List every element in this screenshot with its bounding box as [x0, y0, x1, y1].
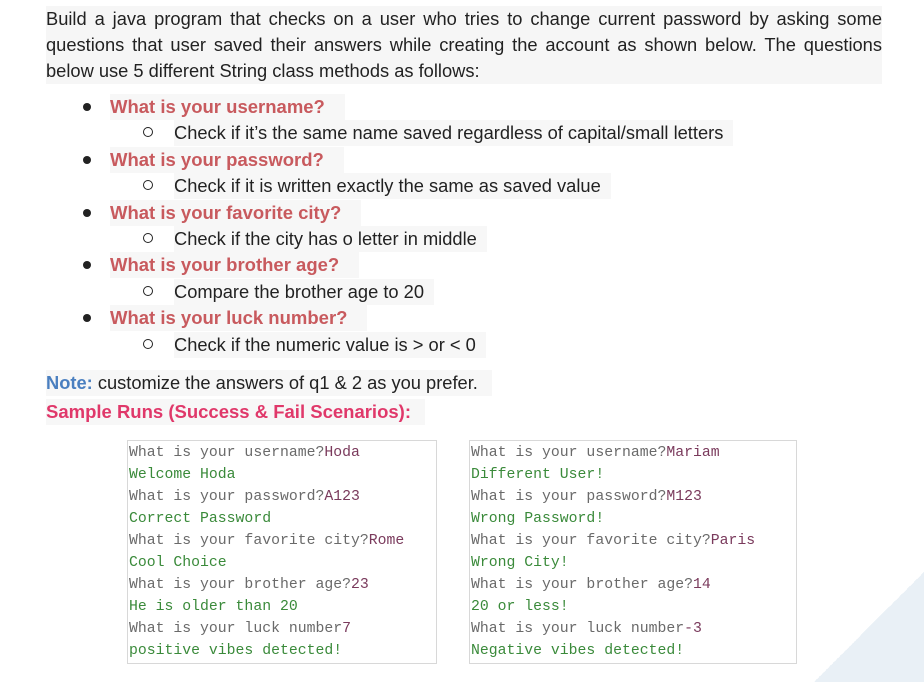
run-line [129, 574, 436, 596]
question-text: What is your password? [110, 147, 344, 173]
check-item [0, 332, 924, 358]
run-response: Correct Password [129, 511, 272, 527]
run-answer: Hoda [324, 445, 360, 461]
run-line [129, 640, 436, 662]
run-response: Wrong City! [471, 555, 569, 571]
run-prompt: What is your brother age? [471, 577, 693, 593]
question-item [0, 252, 924, 278]
run-line [471, 486, 796, 508]
check-text: Check if the numeric value is > or < 0 [174, 332, 486, 358]
check-text: Compare the brother age to 20 [174, 279, 434, 305]
run-answer: -3 [684, 621, 702, 637]
bullet-dot-icon [83, 261, 91, 269]
run-line [471, 552, 796, 574]
run-line [471, 530, 796, 552]
check-text: Check if it is written exactly the same as saved value [174, 173, 611, 199]
run-line [471, 640, 796, 662]
run-line [129, 464, 436, 486]
run-prompt: What is your luck number [129, 621, 343, 637]
run-line [471, 574, 796, 596]
run-answer: Mariam [666, 445, 720, 461]
run-answer: Paris [710, 533, 756, 549]
run-answer: M123 [666, 489, 702, 505]
run-answer: 14 [693, 577, 711, 593]
decorative-corner-shape [814, 572, 924, 682]
run-answer: A123 [324, 489, 360, 505]
run-answer: 7 [342, 621, 352, 637]
run-prompt: What is your brother age? [129, 577, 351, 593]
run-line [129, 552, 436, 574]
run-line [129, 596, 436, 618]
fail-run-box [469, 440, 797, 664]
run-prompt: What is your favorite city? [129, 533, 369, 549]
bullet-circle-icon [143, 339, 153, 349]
bullet-circle-icon [143, 180, 153, 190]
run-line [471, 618, 796, 640]
run-line [471, 442, 796, 464]
check-item [0, 120, 924, 146]
check-item [0, 279, 924, 305]
intro-paragraph: Build a java program that checks on a user who tries to change current password by asking some questions that user saved their answers while creating the account as shown below. The questions below use 5 different String class methods as follows: [46, 6, 882, 84]
run-response: Wrong Password! [471, 511, 605, 527]
run-line [471, 596, 796, 618]
success-run-box [127, 440, 437, 664]
note-text: customize the answers of q1 & 2 as you prefer. [97, 372, 478, 393]
run-prompt: What is your favorite city? [471, 533, 711, 549]
bullet-dot-icon [83, 314, 91, 322]
run-response: 20 or less! [471, 599, 569, 615]
run-prompt: What is your luck number [471, 621, 685, 637]
run-line [471, 464, 796, 486]
check-text: Check if the city has o letter in middle [174, 226, 487, 252]
bullet-circle-icon [143, 127, 153, 137]
question-text: What is your username? [110, 94, 345, 120]
run-line [129, 442, 436, 464]
sample-runs-title: Sample Runs (Success & Fail Scenarios): [46, 399, 425, 425]
run-line [129, 486, 436, 508]
run-prompt: What is your username? [129, 445, 325, 461]
bullet-dot-icon [83, 103, 91, 111]
run-prompt: What is your username? [471, 445, 667, 461]
run-prompt: What is your password? [129, 489, 325, 505]
run-line [129, 508, 436, 530]
run-line [129, 530, 436, 552]
check-item [0, 226, 924, 252]
run-response: Welcome Hoda [129, 467, 236, 483]
bullet-circle-icon [143, 233, 153, 243]
run-response: Cool Choice [129, 555, 227, 571]
question-item [0, 305, 924, 331]
run-response: positive vibes detected! [129, 643, 343, 659]
run-prompt: What is your password? [471, 489, 667, 505]
run-line [471, 508, 796, 530]
note [46, 370, 492, 396]
question-list [0, 94, 924, 358]
run-response: Different User! [471, 467, 605, 483]
run-answer: 23 [351, 577, 369, 593]
run-response: He is older than 20 [129, 599, 298, 615]
question-item [0, 94, 924, 120]
check-item [0, 173, 924, 199]
run-line [129, 618, 436, 640]
note-label: Note: [46, 372, 93, 393]
question-item [0, 147, 924, 173]
bullet-dot-icon [83, 209, 91, 217]
check-text: Check if it’s the same name saved regardless of capital/small letters [174, 120, 733, 146]
bullet-dot-icon [83, 156, 91, 164]
run-answer: Rome [368, 533, 405, 549]
question-text: What is your favorite city? [110, 200, 361, 226]
run-response: Negative vibes detected! [471, 643, 685, 659]
question-item [0, 200, 924, 226]
question-text: What is your brother age? [110, 252, 359, 278]
bullet-circle-icon [143, 286, 153, 296]
question-text: What is your luck number? [110, 305, 367, 331]
